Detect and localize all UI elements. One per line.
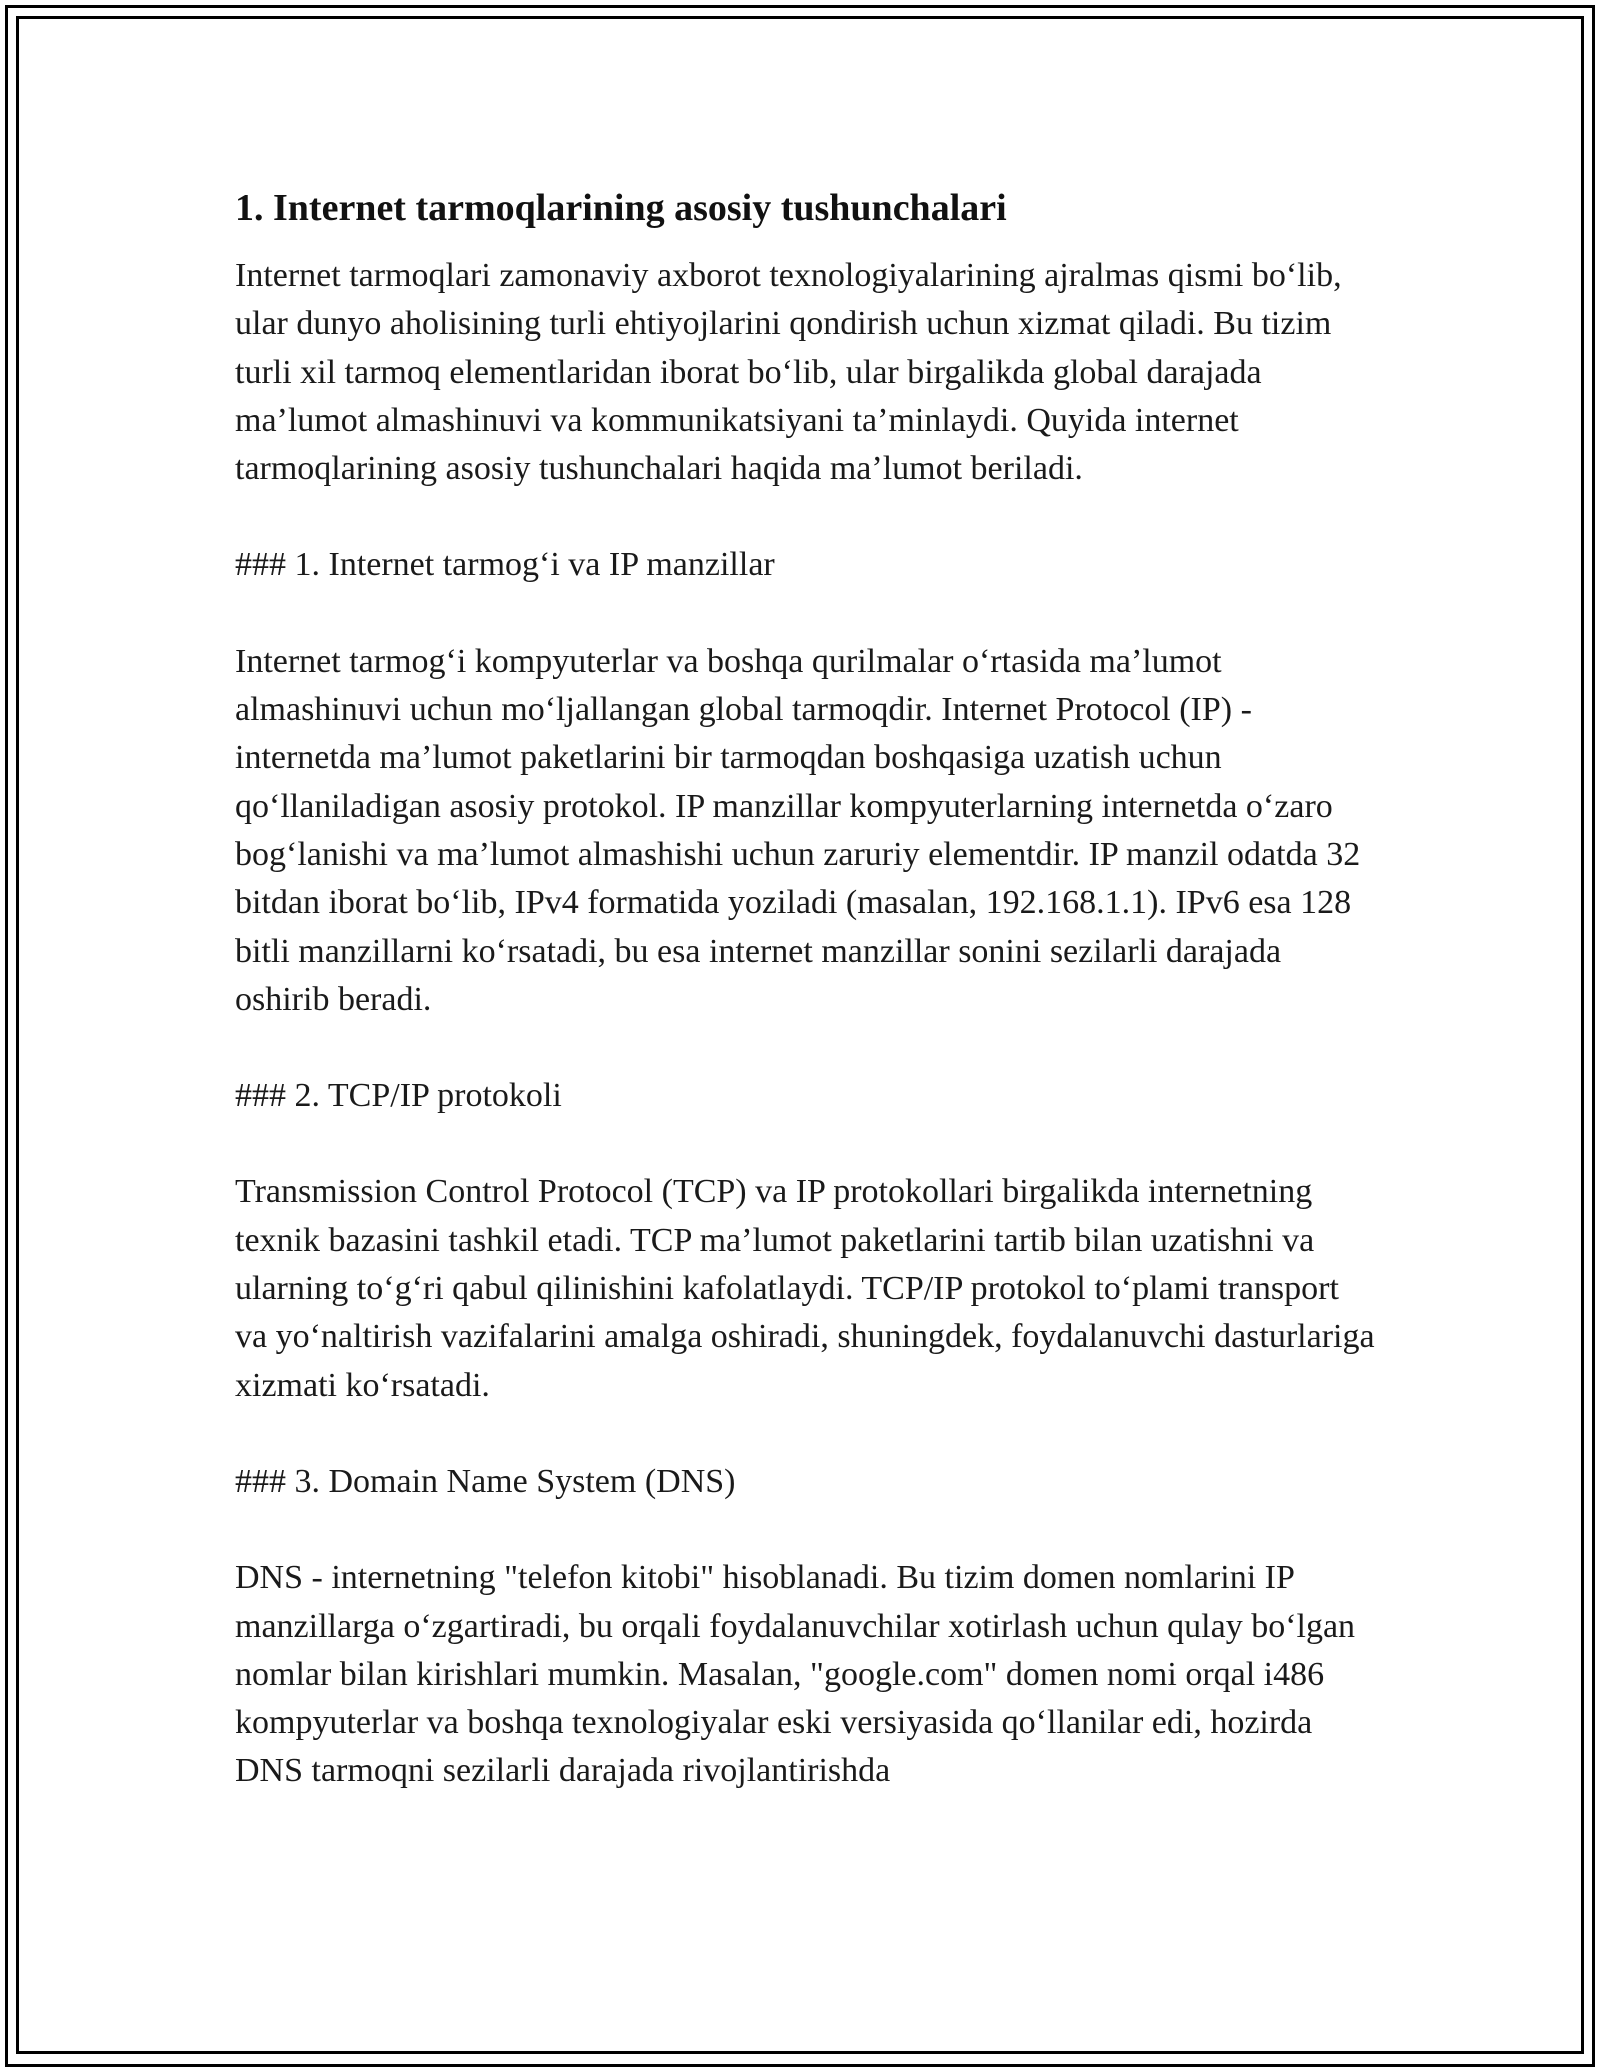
- section-heading-1: ### 1. Internet tarmog‘i va IP manzillar: [235, 546, 775, 584]
- section-heading-3: ### 3. Domain Name System (DNS): [235, 1462, 736, 1500]
- section-body-2: Transmission Control Protocol (TCP) va IP protokollari birgalikda internetning texnik bazasini tashkil etadi. TCP ma’lumot paketlarini tartib bilan uzatishni va ularning to‘g‘ri qabul qilinishini kafolatlaydi. TCP/IP protokol to‘plami transport va yo‘naltirish vazifalarini amalga oshiradi, shuningdek, foydalanuvchi dasturlariga xizmati ko‘rsatadi.: [235, 1173, 1375, 1404]
- intro-paragraph: Internet tarmoqlari zamonaviy axborot texnologiyalarining ajralmas qismi bo‘lib, ular dunyo aholisining turli ehtiyojlarini qondirish uchun xizmat qiladi. Bu tizim turli xil tarmoq elementlaridan iborat bo‘lib, ular birgalikda global darajada ma’lumot almashinuvi va kommunikatsiyani ta’minlaydi. Quyida internet tarmoqlarining asosiy tushunchalari haqida ma’lumot beriladi.: [235, 257, 1342, 488]
- section-body-3: DNS - internetning "telefon kitobi" hisoblanadi. Bu tizim domen nomlarini IP manzillarga o‘zgartiradi, bu orqali foydalanuvchilar xotirlash uchun qulay bo‘lgan nomlar bilan kirishlari mumkin. Masalan, "google.com" domen nomi orqal i486 kompyuterlar va boshqa texnologiyalar eski versiyasida qo‘llanilar edi, hozirda DNS tarmoqni sezilarli darajada rivojlantirishda: [235, 1559, 1356, 1790]
- document-title: 1. Internet tarmoqlarining asosiy tushunchalari: [235, 187, 1007, 229]
- section-heading-2: ### 2. TCP/IP protokoli: [235, 1077, 562, 1115]
- section-body-1: Internet tarmog‘i kompyuterlar va boshqa qurilmalar o‘rtasida ma’lumot almashinuvi uchun mo‘ljallangan global tarmoqdir. Internet Protocol (IP) - internetda ma’lumot paketlarini bir tarmoqdan boshqasiga uzatish uchun qo‘llaniladigan asosiy protokol. IP manzillar kompyuterlarning internetda o‘zaro bog‘lanishi va ma’lumot almashishi uchun zaruriy elementdir. IP manzil odatda 32 bitdan iborat bo‘lib, IPv4 formatida yoziladi (masalan, 192.168.1.1). IPv6 esa 128 bitli manzillarni ko‘rsatadi, bu esa internet manzillar sonini sezilarli darajada oshirib beradi.: [235, 642, 1361, 1018]
- document-body: [235, 184, 1375, 1796]
